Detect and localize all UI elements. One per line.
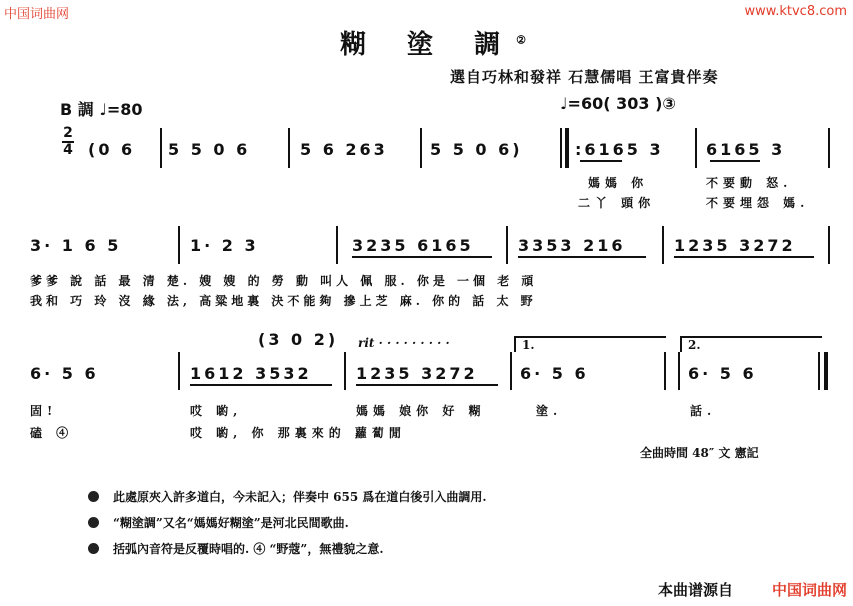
footnote-bullet (88, 491, 99, 502)
l1-measure-2: 5 5 0 6 (168, 140, 251, 159)
source-site-link[interactable]: 中国词曲网 (771, 581, 847, 599)
final-barline (824, 352, 828, 390)
barline (506, 226, 508, 264)
time-signature (62, 126, 74, 158)
barline (818, 352, 820, 390)
song-title-text: 糊 塗 調 (340, 30, 517, 60)
beam (580, 160, 622, 162)
l1-lyric-2b: 不要埋怨 媽. (706, 196, 810, 210)
song-title (340, 24, 526, 61)
l2-measure-5: 1235 3272 (674, 236, 796, 255)
footnote-2 (88, 512, 349, 531)
l3-measure-4: 6· 5 6 (520, 364, 589, 383)
beam (674, 256, 814, 258)
l1-measure-1: (0 6 (88, 140, 136, 159)
l2-measure-4: 3353 216 (518, 236, 626, 255)
l3-lyric-1e: 話. (690, 404, 717, 418)
l3-lyric-1b: 哎 喲, (190, 404, 243, 418)
barline (664, 352, 666, 390)
footnote-bullet (88, 543, 99, 554)
l1-lyric-1a: 媽媽 你 (588, 176, 649, 190)
beam (190, 384, 332, 386)
volta-1-bracket (514, 336, 666, 352)
repeat-barline (565, 128, 569, 168)
footnote-3 (88, 538, 384, 557)
barline (420, 128, 422, 168)
beam (710, 160, 760, 162)
l2-lyric-2: 我和 巧 玲 沒 緣 法, 高粱地裏 決不能夠 摻上芝 麻. 你的 話 太 野 (30, 294, 537, 308)
barline (160, 128, 162, 168)
l1-measure-3: 5 6 263 (300, 140, 388, 159)
time-signature-top: 2 (63, 125, 73, 141)
time-signature-bottom: 4 (63, 142, 73, 158)
l2-measure-2: 1· 2 3 (190, 236, 259, 255)
ritardando-mark: rit · · · · · · · · · (358, 336, 450, 350)
barline (344, 352, 346, 390)
footnote-2-text: “糊塗調”又名“媽媽好糊塗”是河北民間歌曲. (113, 516, 349, 530)
watermark-left: 中国词曲网 (4, 7, 70, 22)
barline (662, 226, 664, 264)
l1-lyric-2a: 二丫 頭你 (578, 196, 656, 210)
l3-lyric-1d: 塗. (536, 404, 563, 418)
watermark-right: www.ktvc8.com (744, 4, 847, 19)
l2-lyric-1: 爹爹 說 話 最 清 楚. 嫂 嫂 的 勞 動 叫人 佩 服. 你是 一個 老 頑 (30, 274, 538, 288)
l3-lyric-1c: 媽媽 娘你 好 糊 (356, 404, 486, 418)
barline (678, 352, 680, 390)
l2-measure-1: 3· 1 6 5 (30, 236, 122, 255)
footnote-bullet (88, 517, 99, 528)
barline (178, 226, 180, 264)
barline (336, 226, 338, 264)
volta-2-bracket (680, 336, 822, 352)
footnote-1-text: 此處原夾入許多道白，今未記入；伴奏中 655 爲在道白後引入曲調用. (113, 490, 487, 504)
l3-measure-3: 1235 3272 (356, 364, 478, 383)
barline (560, 128, 562, 168)
l1-measure-6: 6165 3 (706, 140, 786, 159)
title-footnote-mark: ② (516, 33, 526, 47)
barline (695, 128, 697, 168)
tempo-change: ♩=60( 303 )③ (560, 94, 676, 113)
l3-measure-1: 6· 5 6 (30, 364, 99, 383)
l3-lyric-2a: 磕 ④ (30, 426, 74, 440)
barline (510, 352, 512, 390)
l2-measure-3: 3235 6165 (352, 236, 474, 255)
l1-lyric-1b: 不要動 怒. (706, 176, 793, 190)
l3-lyric-1a: 固! (30, 404, 58, 418)
barline (828, 226, 830, 264)
volta-1-label: 1. (522, 338, 535, 352)
l3-repeat-bracket: (3 0 2) (258, 330, 339, 349)
l1-measure-5: :6165 3 (575, 140, 664, 159)
l3-lyric-2b: 哎 喲, 你 那裏來的 蘿蔔閒 (190, 426, 406, 440)
beam (518, 256, 646, 258)
beam (356, 384, 498, 386)
duration-note: 全曲時間 48″ 文 憲記 (640, 446, 759, 460)
barline (828, 128, 830, 168)
song-credits: 選自巧林和發祥 石慧儒唱 王富貴伴奏 (450, 68, 719, 86)
l3-measure-2: 1612 3532 (190, 364, 312, 383)
barline (178, 352, 180, 390)
footnote-3-text: 括弧內音符是反覆時唱的. ④ “野蔻”，無禮貌之意. (113, 542, 384, 556)
barline (288, 128, 290, 168)
footnote-1 (88, 486, 487, 505)
key-tempo: B 調 ♩=80 (60, 100, 143, 119)
source-label: 本曲谱源自 (657, 581, 733, 599)
l3-measure-5: 6· 5 6 (688, 364, 757, 383)
beam (352, 256, 492, 258)
volta-2-label: 2. (688, 338, 701, 352)
l1-measure-4: 5 5 0 6) (430, 140, 523, 159)
